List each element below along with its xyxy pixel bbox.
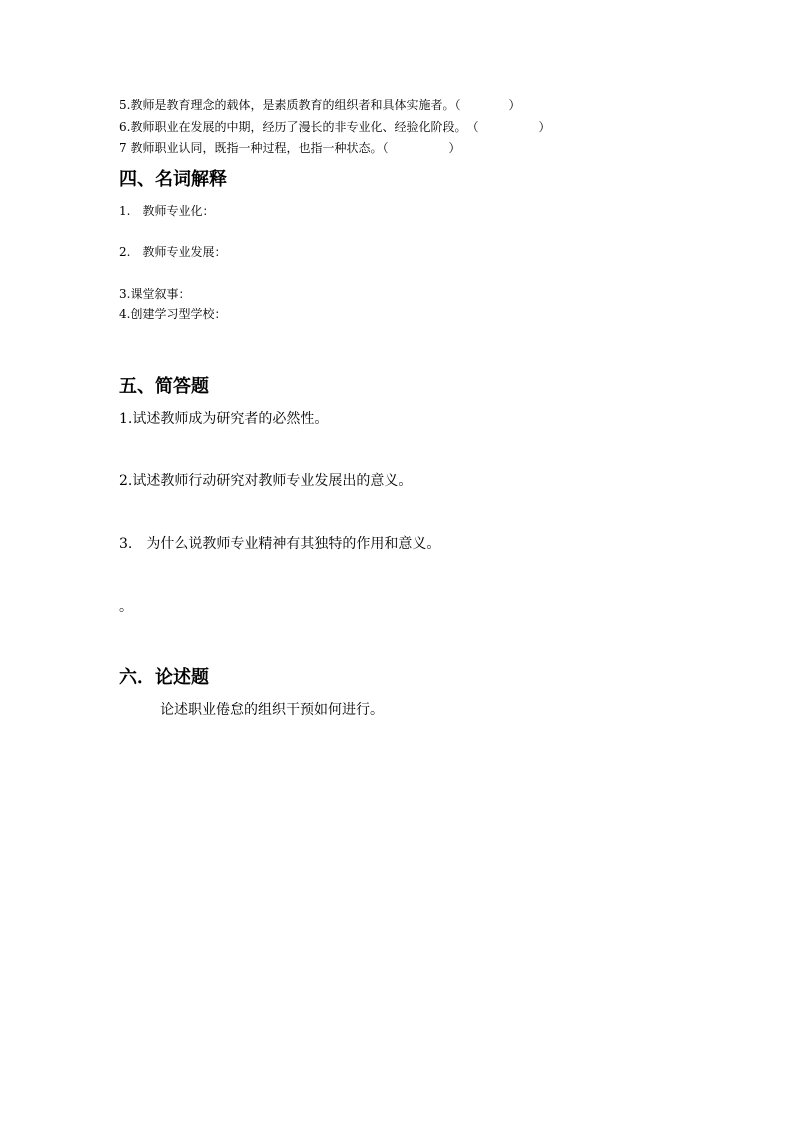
term-item-1: 1. 教师专业化： bbox=[119, 204, 215, 218]
trailing-period: 。 bbox=[119, 599, 133, 615]
judgement-item-5: 5.教师是教育理念的载体，是素质教育的组织者和具体实施者。（ ） bbox=[119, 98, 521, 112]
essay-item-1: 论述职业倦怠的组织干预如何进行。 bbox=[160, 702, 384, 718]
short-answer-item-3: 3. 为什么说教师专业精神有其独特的作用和意义。 bbox=[119, 536, 441, 552]
short-answer-item-1: 1.试述教师成为研究者的必然性。 bbox=[119, 411, 329, 427]
section-five-heading: 五、简答题 bbox=[119, 376, 209, 397]
short-answer-item-2: 2.试述教师行动研究对教师专业发展出的意义。 bbox=[119, 473, 413, 489]
judgement-item-6: 6.教师职业在发展的中期，经历了漫长的非专业化、经验化阶段。 （ ） bbox=[119, 120, 551, 134]
judgement-item-7: 7 教师职业认同，既指一种过程，也指一种状态。（ ） bbox=[119, 141, 461, 155]
section-four-heading: 四、名词解释 bbox=[119, 169, 227, 190]
term-item-3: 3.课堂叙事： bbox=[119, 287, 191, 301]
section-six-heading: 六．论述题 bbox=[119, 667, 209, 688]
term-item-4: 4.创建学习型学校： bbox=[119, 307, 227, 321]
term-item-2: 2. 教师专业发展： bbox=[119, 245, 227, 259]
